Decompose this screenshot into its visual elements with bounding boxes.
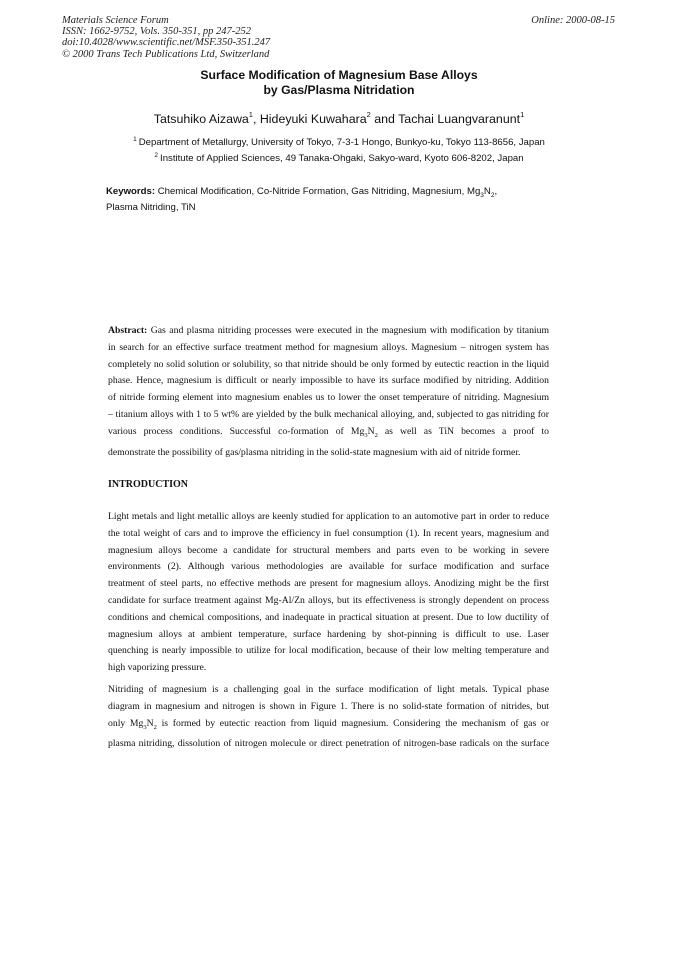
- abstract-text: N: [367, 425, 375, 437]
- paragraph-line: treatment of steel parts, no effective methods are present for magnesium alloys. Anodizing might be the first: [108, 578, 549, 590]
- keywords-text: N: [483, 186, 491, 197]
- paper-title-line-2: by Gas/Plasma Nitridation: [263, 83, 415, 97]
- keywords-block: [106, 186, 576, 214]
- abstract-text: Gas and plasma nitriding processes were executed in the magnesium with modification by titanium: [147, 325, 549, 336]
- author-name: , Hideyuki Kuwahara: [252, 112, 367, 126]
- paragraph-line: magnesium alloys at ambient temperature, surface hardening by shot-pinning is difficult to use. Laser: [108, 628, 549, 640]
- keywords-label: Keywords:: [106, 186, 156, 197]
- affiliation-1: [0, 137, 678, 148]
- paragraph-text: N: [146, 717, 154, 729]
- journal-header: [62, 15, 270, 60]
- doi-line: doi:10.4028/www.scientific.net/MSF.350-351.247: [62, 37, 271, 49]
- paragraph-line: candidate for surface treatment against Mg-Al/Zn alloys, but its effectiveness is strongly dependent on process: [108, 594, 549, 606]
- keywords-text: ,: [494, 186, 498, 197]
- paragraph-line: diagram in magnesium and nitrogen is shown in Figure 1. There is no solid-state formation of nitrides, but: [108, 700, 549, 712]
- abstract-line: phase. Hence, magnesium is difficult or nearly impossible to have its surface modified by nitriding. Addition: [108, 375, 549, 387]
- affiliation-2: [0, 153, 678, 164]
- paragraph-text: is formed by eutectic reaction from liquid magnesium. Considering the mechanism of gas or: [156, 717, 550, 729]
- subscript: 3: [480, 191, 484, 199]
- abstract-line: of nitride forming element into magnesium enables us to lower the onset temperature of nitriding. Magnesium: [108, 392, 549, 404]
- abstract-text: as well as TiN becomes a proof to: [377, 425, 549, 437]
- keywords-text: Chemical Modification, Co-Nitride Formation, Gas Nitriding, Magnesium, Mg: [155, 186, 481, 197]
- affiliation-marker: 1: [133, 136, 137, 143]
- affiliation-text: Department of Metallurgy, University of Tokyo, 7-3-1 Hongo, Bunkyo-ku, Tokyo 113-8656, Japan: [138, 137, 545, 148]
- paragraph-line: plasma nitriding, dissolution of nitrogen molecule or direct penetration of nitrogen-base radicals on the surface: [108, 738, 549, 750]
- author-name: Tatsuhiko Aizawa: [153, 112, 249, 126]
- subscript: 3: [143, 723, 147, 731]
- subscript: 2: [374, 431, 378, 439]
- abstract-text: various process conditions. Successful co-formation of Mg: [108, 425, 365, 437]
- subscript: 3: [364, 431, 368, 439]
- paragraph-line: environments (2). Although various methodologies are available for surface modification and surface: [108, 561, 549, 573]
- affiliation-marker: 1: [520, 110, 525, 119]
- paragraph-line: magnesium alloys become a candidate for structural members and parts even to be working in severe: [108, 544, 549, 556]
- abstract-line: – titanium alloys with 1 to 5 wt% are yielded by the bulk mechanical alloying, and, subjected to gas nitriding for: [108, 408, 549, 420]
- author-name: and Tachai Luangvaranunt: [370, 112, 521, 126]
- abstract: [108, 323, 549, 461]
- paragraph-line: conditions and chemical compositions, and inadequate in practical situation at present. Due to low ductility of: [108, 611, 549, 623]
- paragraph-line: quenching is nearly impossible to utilize for local modification, because of their low melting temperature and: [108, 645, 549, 657]
- subscript: 2: [490, 191, 495, 199]
- copyright-line: © 2000 Trans Tech Publications Ltd, Switzerland: [62, 48, 270, 60]
- affiliation-marker: 1: [248, 110, 253, 119]
- abstract-label: Abstract:: [108, 325, 148, 336]
- abstract-line: [108, 323, 549, 340]
- keywords-text: Plasma Nitriding, TiN: [106, 201, 196, 213]
- abstract-line: [108, 424, 549, 445]
- paragraph-text: only Mg: [108, 717, 144, 729]
- journal-name: Materials Science Forum: [62, 15, 169, 26]
- issn-line: ISSN: 1662-9752, Vols. 350-351, pp 247-252: [62, 26, 251, 38]
- paper-title-line-1: Surface Modification of Magnesium Base Alloys: [200, 68, 478, 82]
- paragraph-line: Nitriding of magnesium is a challenging goal in the surface modification of light metals. Typical phase: [108, 684, 549, 695]
- online-date: Online: 2000-08-15: [531, 15, 615, 26]
- affiliation-marker: 2: [154, 152, 159, 159]
- abstract-line: in search for an effective surface treatment method for magnesium alloys. Magnesium – nitrogen system has: [108, 341, 549, 353]
- intro-paragraph-2: [108, 682, 549, 753]
- paragraph-line: Light metals and light metallic alloys are keenly studied for application to an automotive part in order to reduce: [108, 511, 549, 522]
- abstract-line: completely no solid solution or solubility, so that nitride should be only formed by eutectic reaction in the liquid: [108, 358, 549, 370]
- subscript: 2: [153, 723, 157, 731]
- paragraph-line: the total weight of cars and to improve the efficiency in fuel consumption (1). In recent years, magnesium and: [108, 527, 549, 539]
- paragraph-line: [108, 716, 549, 737]
- abstract-line: demonstrate the possibility of gas/plasma nitriding in the solid-state magnesium with aid of nitride former.: [108, 446, 521, 458]
- affiliation-marker: 2: [366, 110, 371, 119]
- author-list: [0, 112, 678, 126]
- affiliation-text: Institute of Applied Sciences, 49 Tanaka-Ohgaki, Sakyo-ward, Kyoto 606-8202, Japan: [160, 153, 524, 164]
- paragraph-line: high vaporizing pressure.: [108, 662, 207, 674]
- intro-paragraph-1: [108, 509, 549, 677]
- section-heading: INTRODUCTION: [108, 479, 189, 490]
